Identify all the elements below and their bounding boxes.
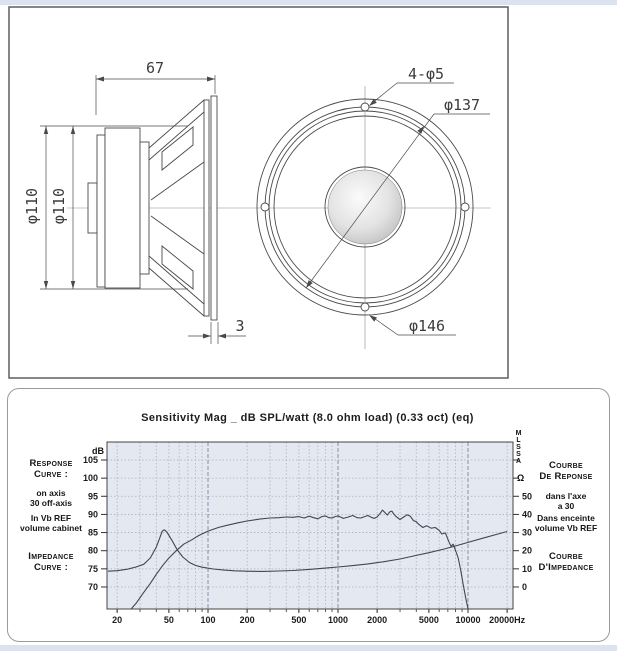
courbe-reponse-label-2: De Reponse [539, 471, 593, 482]
dim-diameter-inner-label: φ110 [50, 187, 68, 225]
vb-ref-label: In Vb REF [30, 513, 72, 523]
on-axis-label: on axis [36, 488, 66, 498]
chart-title: Sensitivity Mag _ dB SPL/watt (8.0 ohm load) (0.33 oct) (eq) [141, 412, 474, 424]
a-30-label: a 30 [557, 501, 575, 511]
x-tick-label: 200 [239, 615, 255, 625]
dim-bolt-circle-label: φ137 [443, 96, 481, 114]
db-axis-unit: dB [92, 446, 104, 456]
db-tick-label: 90 [87, 509, 98, 520]
db-tick-label: 105 [82, 455, 98, 465]
off-axis-label: 30 off-axis [29, 498, 73, 508]
courbe-reponse-label-1: Courbe [549, 460, 583, 471]
db-tick-label: 100 [82, 473, 98, 484]
x-tick-label: 2000 [367, 615, 388, 625]
db-tick-label: 95 [87, 491, 98, 502]
x-tick-label: 5000 [418, 615, 439, 625]
x-tick-label: 1000 [327, 615, 349, 625]
response-curve-label-2: Curve : [33, 469, 69, 480]
x-tick-label: 20 [112, 615, 123, 625]
ohm-tick-label: 0 [522, 581, 528, 592]
volume-cabinet-label: volume cabinet [20, 523, 82, 533]
dim-diameter-outer-label: φ110 [23, 187, 41, 225]
mlssa-axis-title: MLSSA [515, 430, 522, 465]
ohm-tick-label: 50 [522, 491, 533, 502]
x-tick-label: 100 [200, 615, 216, 625]
response-curve-label-1: Response [29, 458, 73, 469]
db-tick-label: 85 [87, 527, 98, 538]
ohm-tick-label: 10 [522, 563, 533, 574]
x-tick-label: 500 [291, 615, 307, 625]
courbe-impedance-label-2: D'Impedance [538, 562, 594, 573]
courbe-impedance-label-1: Courbe [549, 551, 583, 562]
front-plate [140, 142, 149, 274]
ohm-tick-label: 40 [522, 509, 533, 520]
pole-back [88, 183, 97, 233]
plot-background [107, 442, 513, 609]
gasket [211, 96, 217, 320]
dans-enceinte-label: Dans enceinte [537, 513, 595, 523]
impedance-curve-label-1: Impedance [28, 551, 74, 562]
back-plate [97, 135, 105, 287]
dim-mounting-holes-label: 4-φ5 [407, 65, 445, 83]
db-tick-label: 80 [87, 545, 98, 556]
x-tick-label: 10000 [455, 615, 481, 625]
x-tick-label: 20000Hz [489, 615, 526, 625]
db-tick-label: 75 [87, 563, 98, 574]
ohm-tick-label: 30 [522, 527, 533, 538]
plot-layer [83, 442, 532, 625]
impedance-curve-label-2: Curve : [33, 562, 69, 573]
dans-laxe-label: dans l'axe [545, 491, 587, 501]
db-tick-label: 70 [87, 581, 98, 592]
volume-vb-ref-label: volume Vb REF [534, 523, 598, 533]
ohm-tick-label: 20 [522, 545, 533, 556]
dim-width-label: 67 [145, 59, 165, 77]
ohm-axis-unit: Ω [517, 473, 525, 483]
frame-ring [204, 100, 209, 316]
magnet [105, 128, 140, 288]
dim-overall-diameter-label: φ146 [408, 317, 446, 335]
x-tick-label: 50 [163, 615, 174, 625]
dim-gasket-thickness-label: 3 [235, 317, 245, 335]
dust-cap [328, 170, 402, 244]
